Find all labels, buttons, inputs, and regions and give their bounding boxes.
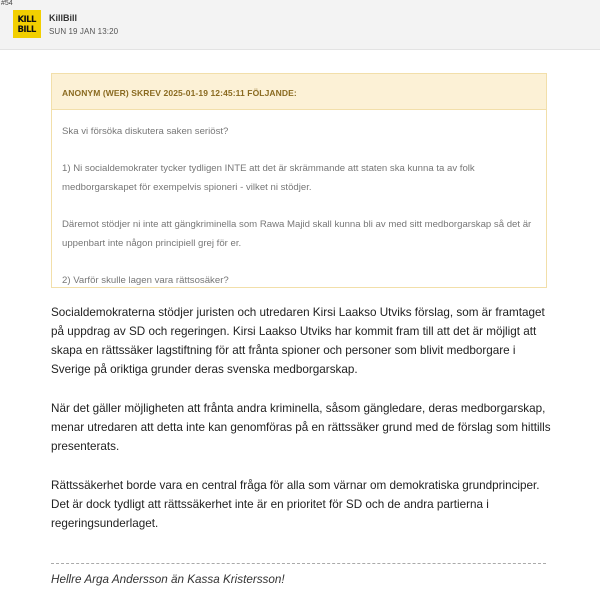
signature: Hellre Arga Andersson än Kassa Kristersson! (51, 573, 285, 586)
quote-header: ANONYM (WER) SKREV 2025-01-19 12:45:11 FÖLJANDE: (52, 74, 546, 110)
quote-paragraph: 1) Ni socialdemokrater tycker tydligen INTE att det är skrämmande att staten ska kunna ta av folk medborgarskapet för exempelvis spioneri - vilket ni stödjer. (62, 163, 475, 193)
post-number[interactable]: #54 (1, 0, 13, 7)
avatar[interactable] (13, 10, 41, 38)
quote-block (51, 73, 547, 288)
post-content (51, 303, 551, 553)
quote-paragraph: 2) Varför skulle lagen vara rättsosäker? (62, 275, 229, 286)
quote-body (52, 110, 546, 290)
avatar-text-line2: BILL (17, 24, 37, 35)
author-username[interactable]: KillBill (49, 13, 78, 23)
content-paragraph: När det gäller möjligheten att frånta andra kriminella, såsom gängledare, deras medborgarskap, menar utredaren att detta inte kan genomföras på en rättssäker grund med de förslag som hittills presenterats. (51, 402, 551, 453)
post-header (0, 0, 600, 50)
content-paragraph: Rättssäkerhet borde vara en central fråga för alla som värnar om demokratiska grundprinciper. Det är dock tydligt att rättssäkerhet inte är en prioritet för SD och de andra partierna i regeringsunderlaget. (51, 479, 540, 530)
quote-paragraph: Däremot stödjer ni inte att gängkriminella som Rawa Majid skall kunna bli av med sitt medborgarskap så det är uppenbart inte någon principiell grej för er. (62, 219, 532, 249)
avatar-text-line1: KILL (17, 14, 37, 25)
signature-divider (51, 563, 546, 564)
quote-paragraph: Ska vi försöka diskutera saken seriöst? (62, 126, 229, 137)
content-paragraph: Socialdemokraterna stödjer juristen och utredaren Kirsi Laakso Utviks förslag, som är framtaget på uppdrag av SD och regeringen. Kirsi Laakso Utviks har kommit fram till att det är möjligt att skapa en rättssäker lagstiftning för att frånta spioner och personer som blivit medborgare i Sverige på oriktiga grunder deras svenska medborgarskap. (51, 306, 545, 376)
post-timestamp: SUN 19 JAN 13:20 (49, 27, 119, 36)
